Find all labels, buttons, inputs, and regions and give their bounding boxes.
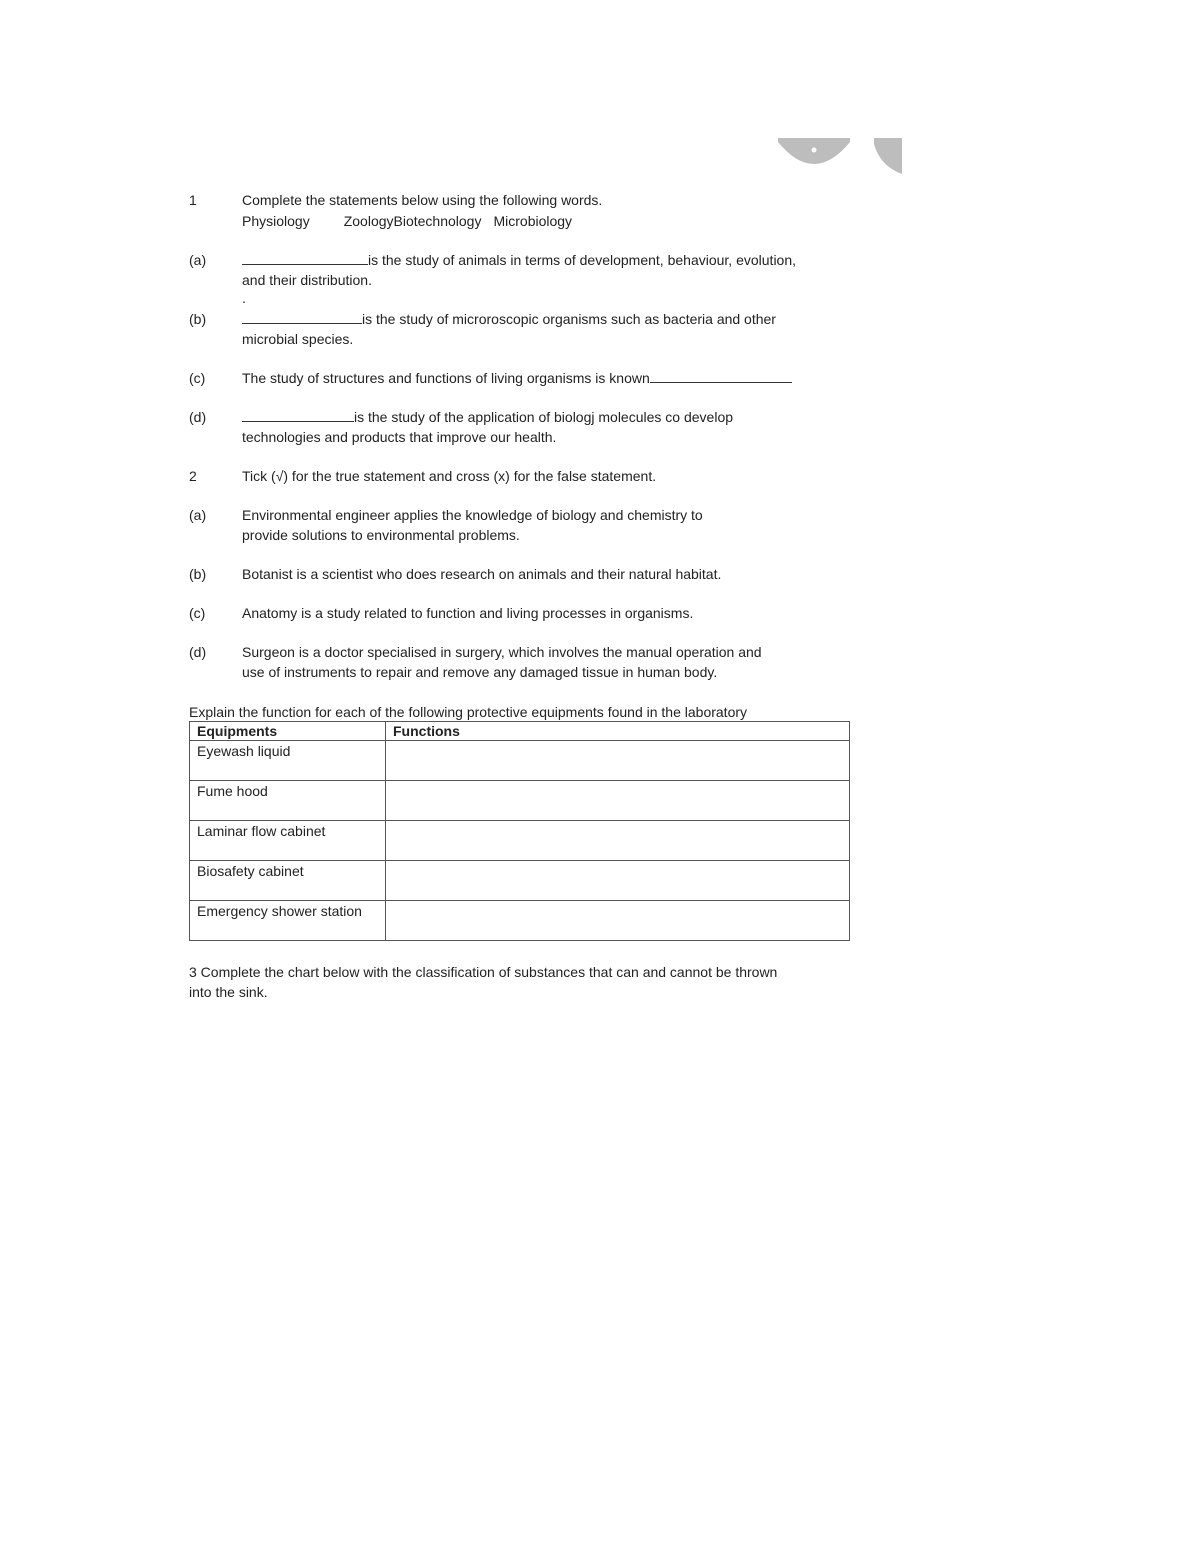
q2a-text-2: provide solutions to environmental problems.: [242, 527, 520, 543]
equipment-name: Biosafety cabinet: [190, 861, 386, 901]
q1d-text-2: technologies and products that improve our health.: [242, 429, 557, 445]
q1b-label: (b): [189, 311, 207, 327]
q1-number: 1: [189, 192, 197, 208]
q3-text: 3 Complete the chart below with the classification of substances that can and cannot be thrown: [189, 964, 778, 980]
q1c-label: (c): [189, 370, 206, 386]
table-row: [190, 781, 850, 821]
word-biotechnology: Biotechnology: [393, 213, 482, 229]
q2b-label: (b): [189, 566, 207, 582]
table-row: [190, 901, 850, 941]
equipment-name: Laminar flow cabinet: [190, 821, 386, 861]
table-row: [190, 861, 850, 901]
q1a-blank[interactable]: [242, 250, 368, 265]
q1d-text: is the study of the application of biologj molecules co develop: [354, 409, 734, 425]
q1-instruction: Complete the statements below using the following words.: [242, 192, 603, 208]
header-equipments: Equipments: [190, 722, 386, 741]
q3-text-2: into the sink.: [189, 984, 268, 1000]
q1d-label: (d): [189, 409, 207, 425]
q1b-text: is the study of microroscopic organisms such as bacteria and other: [362, 311, 776, 327]
function-cell[interactable]: [386, 901, 850, 941]
q3: [189, 962, 849, 1002]
corner-decoration-icon: [778, 138, 902, 176]
q1b-blank[interactable]: [242, 309, 362, 324]
q2-number: 2: [189, 468, 197, 484]
function-cell[interactable]: [386, 781, 850, 821]
table-header-row: [190, 722, 850, 741]
header-functions: Functions: [386, 722, 850, 741]
q1a-text-2: and their distribution.: [242, 272, 372, 288]
equipment-name: Fume hood: [190, 781, 386, 821]
word-zoology: Zoology: [343, 213, 394, 229]
q2c-text: Anatomy is a study related to function and living processes in organisms.: [242, 605, 694, 621]
equipment-instruction: Explain the function for each of the following protective equipments found in the laboratory: [189, 704, 748, 720]
q1c-blank[interactable]: [650, 368, 792, 383]
q2c-label: (c): [189, 605, 206, 621]
q1b-text-2: microbial species.: [242, 331, 354, 347]
function-cell[interactable]: [386, 821, 850, 861]
equipment-name: Eyewash liquid: [190, 741, 386, 781]
table-row: [190, 741, 850, 781]
equipment-table: [189, 721, 850, 941]
word-microbiology: Microbiology: [493, 213, 573, 229]
function-cell[interactable]: [386, 861, 850, 901]
q2d-text-2: use of instruments to repair and remove any damaged tissue in human body.: [242, 664, 718, 680]
stray-mark: .: [242, 290, 246, 306]
q2a-label: (a): [189, 507, 207, 523]
q2a-text: Environmental engineer applies the knowledge of biology and chemistry to: [242, 507, 703, 523]
q1c-text: The study of structures and functions of living organisms is known: [242, 370, 650, 386]
q2d-label: (d): [189, 644, 207, 660]
q1a-text: is the study of animals in terms of development, behaviour, evolution,: [368, 252, 797, 268]
q1a-label: (a): [189, 252, 207, 268]
q2d-text: Surgeon is a doctor specialised in surgery, which involves the manual operation and: [242, 644, 762, 660]
function-cell[interactable]: [386, 741, 850, 781]
equipment-name: Emergency shower station: [190, 901, 386, 941]
q1d-blank[interactable]: [242, 407, 354, 422]
word-physiology: Physiology: [242, 213, 310, 229]
table-row: [190, 821, 850, 861]
q2b-text: Botanist is a scientist who does research on animals and their natural habitat.: [242, 566, 722, 582]
q2-instruction: Tick (√) for the true statement and cross (x) for the false statement.: [242, 468, 657, 484]
